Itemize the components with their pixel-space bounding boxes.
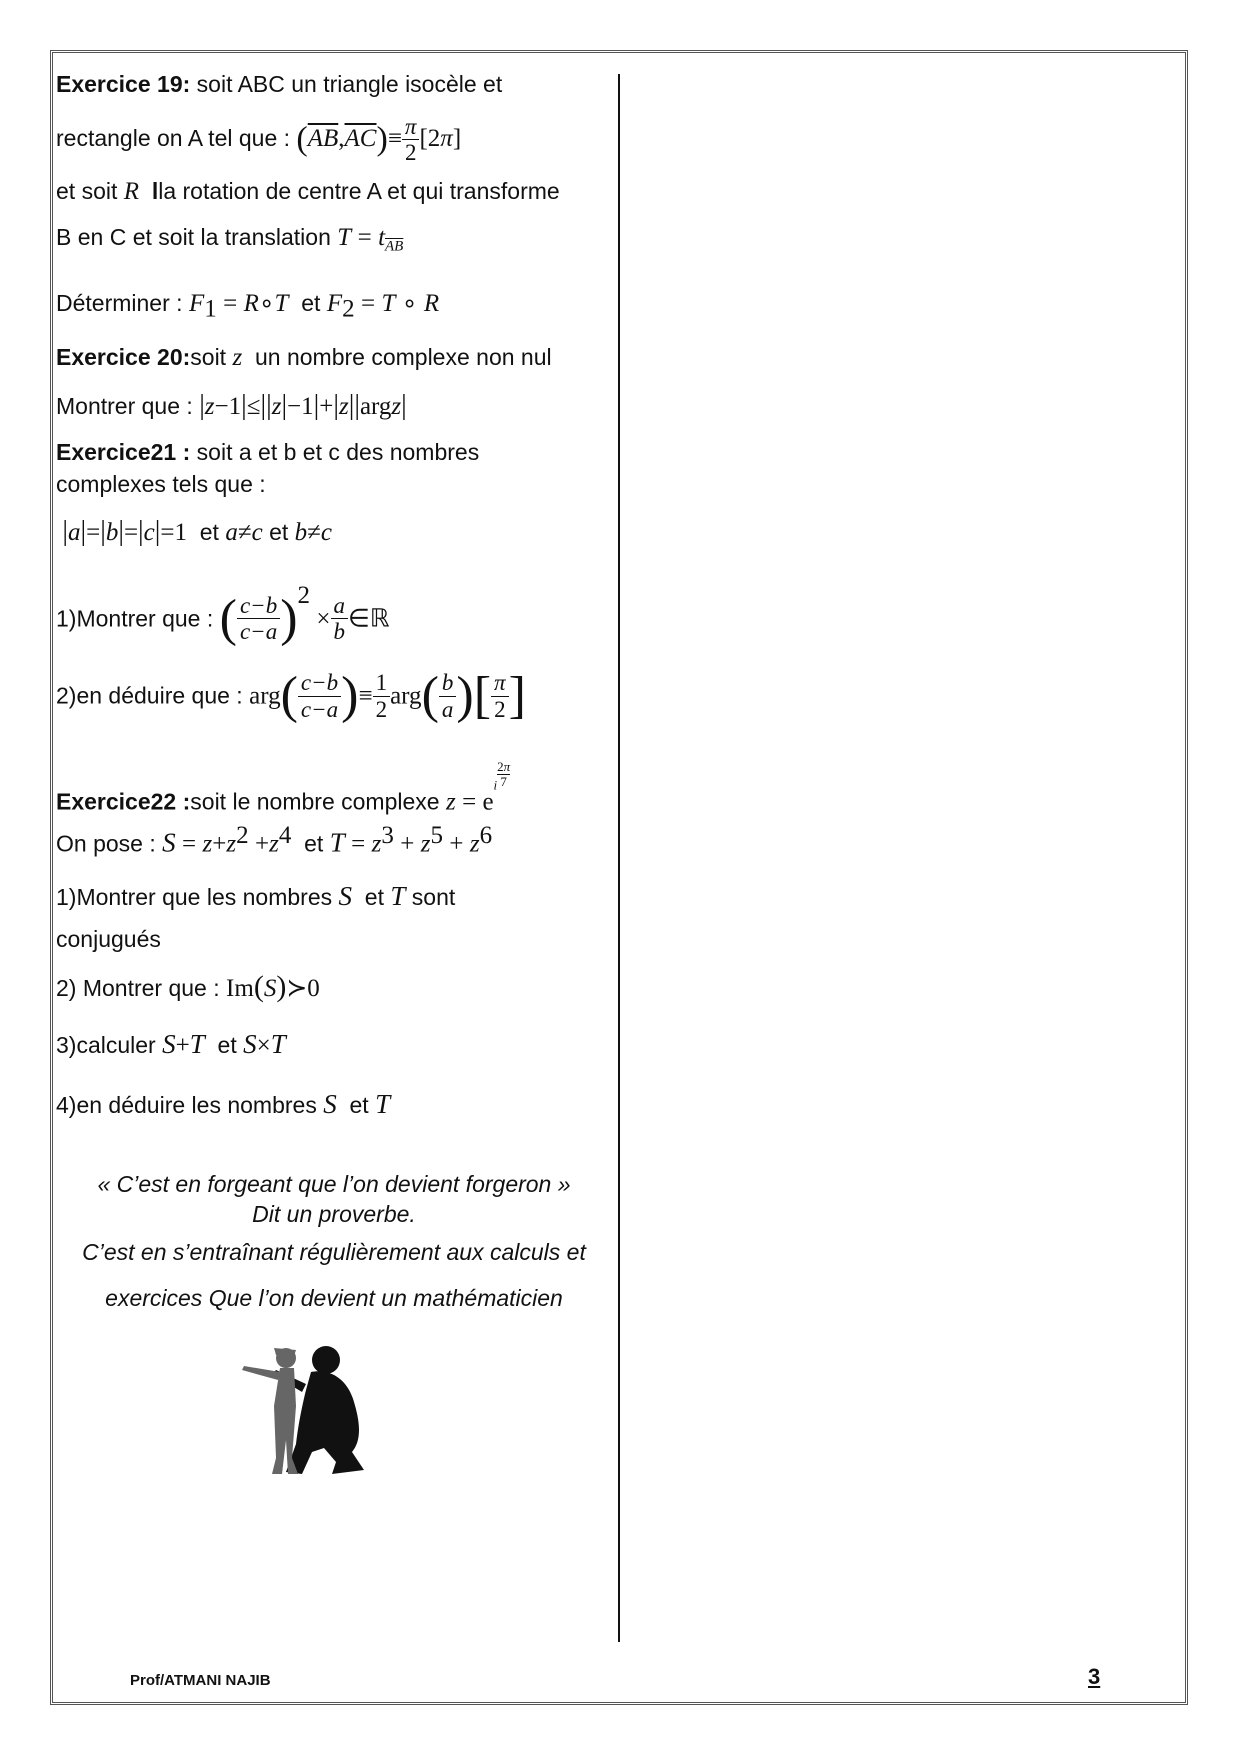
ex22-q1c: conjugués xyxy=(56,926,161,952)
ex19-line3: et soit R lla rotation de centre A et qui transforme xyxy=(56,178,560,205)
column-divider xyxy=(618,74,620,1642)
ex21-line3: |a|=|b|=|c|=1 et a≠c et b≠c xyxy=(62,516,332,547)
quote-line1: « C’est en forgeant que l’on devient forgeron » xyxy=(97,1171,571,1197)
page-number: 3 xyxy=(1088,1664,1101,1689)
ex22-q3: 3)calculer S+T et S×T xyxy=(56,1029,286,1059)
ex19-title: Exercice 19: xyxy=(56,71,191,97)
ex22-q1: 1)Montrer que les nombres S et T sont xyxy=(56,881,456,911)
ex19-line1: Exercice 19: soit ABC un triangle isocèle et xyxy=(56,71,503,97)
quote-line2: Dit un proverbe. xyxy=(252,1201,416,1227)
ex21-q1: 1)Montrer que : ( $\frac{c-b}{c-a}$ )$^2$ × $\frac{a}{b}$ ∈ℝ xyxy=(56,582,390,647)
ex22-title: Exercice22 : xyxy=(56,788,191,815)
footer-author: Prof/ATMANI NAJIB xyxy=(130,1672,271,1689)
ex20-title: Exercice 20: xyxy=(56,344,191,370)
quote-line3: C’est en s’entraînant régulièrement aux calculs et xyxy=(82,1239,586,1265)
ex21-line1: Exercice21 : soit a et b et c des nombres xyxy=(56,439,480,465)
ex22-q2: 2) Montrer que : Im(S)≻0 xyxy=(56,970,320,1003)
ex19-line4: B en C et soit la translation $T = t_{\overline{AB}}$ xyxy=(56,224,404,255)
ex20-line1: Exercice 20:soit z un nombre complexe non nul xyxy=(56,344,552,371)
ex19-line5: Déterminer : $F_1$ = R∘T et $F_2 = T$ ∘ R xyxy=(56,290,440,323)
ex21-q2: 2)en déduire que : arg( $\frac{c-b}{c-a}$ )≡ $\frac{1}{2}$ arg( $\frac{b}{a}$ )[ $\frac{\pi}{2}$ ] xyxy=(56,667,526,724)
ex21-line2: complexes tels que : xyxy=(56,471,266,497)
parent-child-silhouette-image xyxy=(236,1340,416,1480)
quote-line4: exercices Que l’on devient un mathématicien xyxy=(105,1285,563,1311)
ex22-line1: Exercice22 :soit le nombre complexe $z = e^i$ $\frac{2\pi}{7}$ xyxy=(56,759,511,816)
ex22-line2: On pose : $S = z+z^2 +z^4$ et $T = z^3 + z^5 + z^6$ xyxy=(56,822,493,858)
ex20-line2: Montrer que : |z−1|≤||z|−1|+|z||argz| xyxy=(56,390,407,421)
ex21-title: Exercice21 : xyxy=(56,439,191,465)
ex22-q4: 4)en déduire les nombres S et T xyxy=(56,1089,391,1119)
ex19-line2: rectangle on A tel que : $(\overline{AB},\overline{AC})\equiv$ $\frac{\pi}{2}$ [2π] xyxy=(56,114,462,166)
